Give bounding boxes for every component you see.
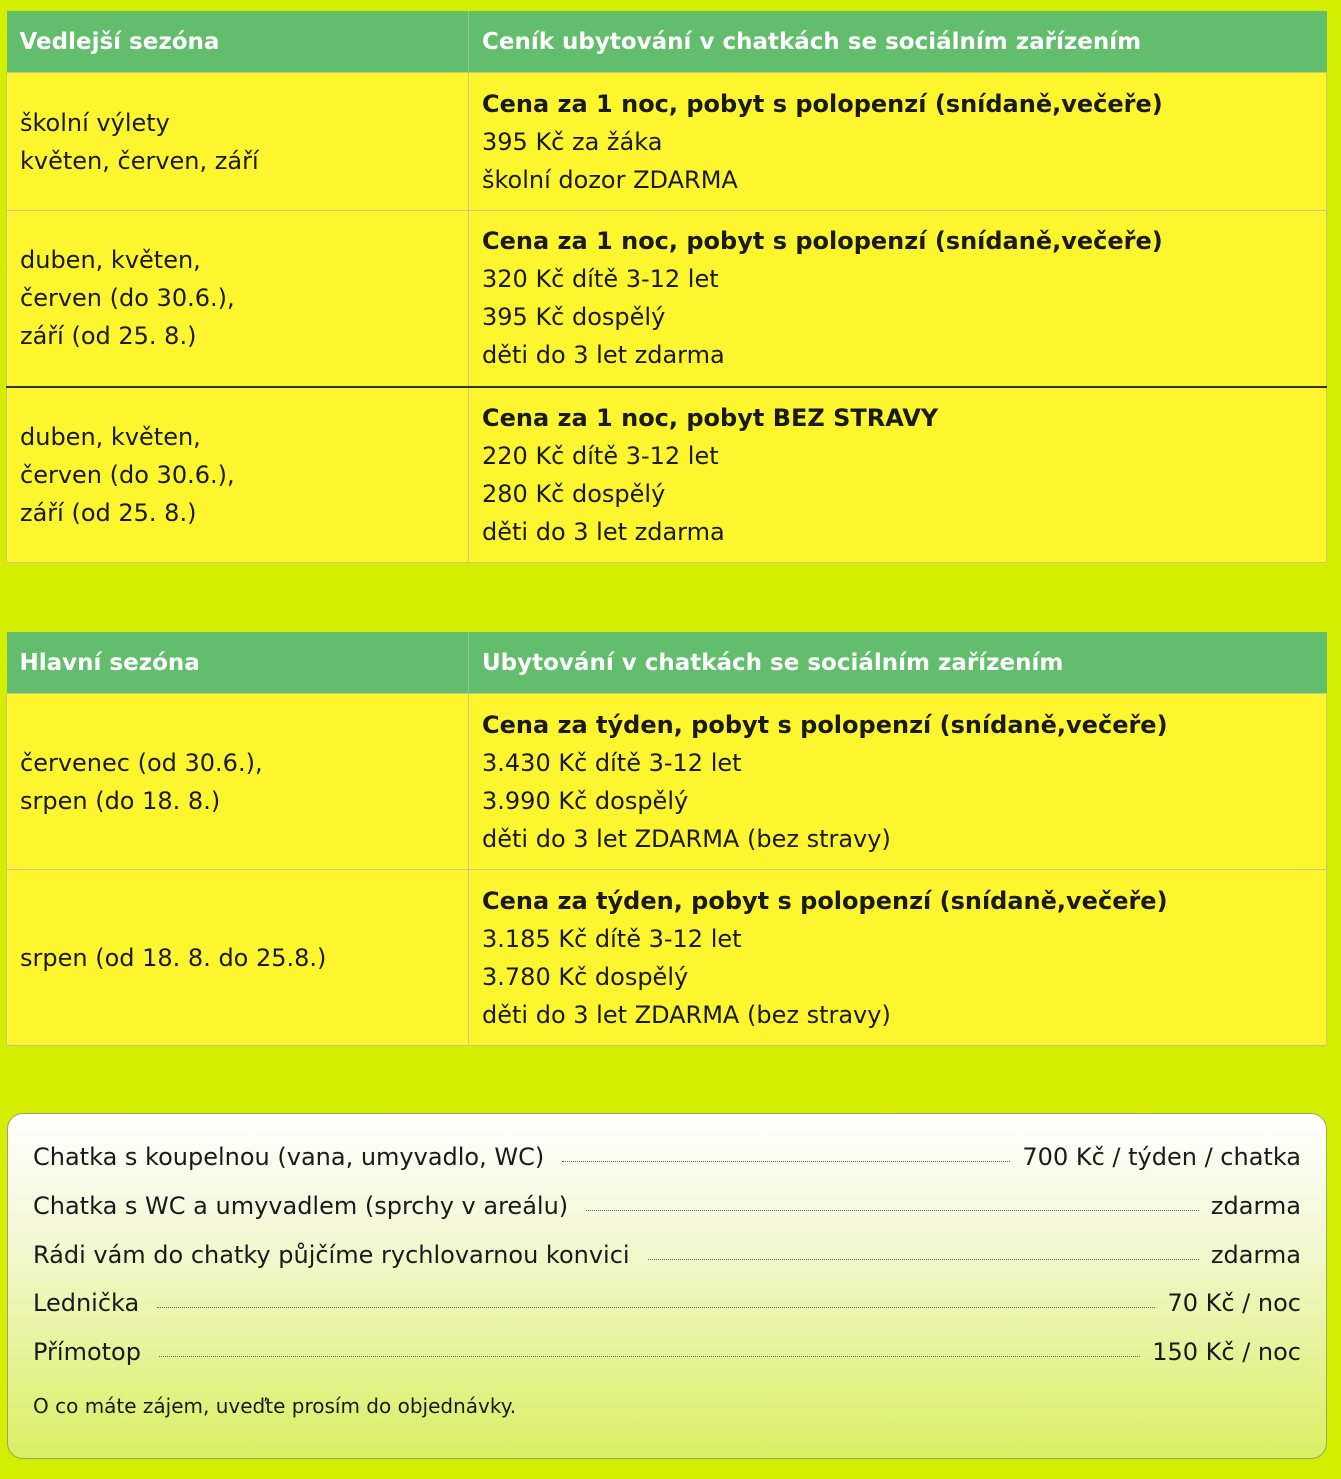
table-row: [7, 694, 1327, 870]
table-row: [7, 211, 1327, 387]
extras-item-label: Lednička: [33, 1289, 140, 1317]
season-line: školní výlety: [20, 108, 170, 137]
price-title: Cena za 1 noc, pobyt BEZ STRAVY: [482, 403, 939, 432]
price-cell: [469, 211, 1327, 387]
price-line: děti do 3 let zdarma: [482, 341, 725, 370]
price-line: 395 Kč dospělý: [482, 303, 666, 332]
price-title: Cena za týden, pobyt s polopenzí (snídaně,večeře): [482, 710, 1168, 739]
season-line: červen (do 30.6.),: [20, 284, 235, 313]
price-line: děti do 3 let ZDARMA (bez stravy): [482, 824, 891, 853]
table-header-row: [7, 632, 1327, 694]
season-column-header: Hlavní sezóna: [7, 632, 469, 694]
season-cell: [7, 73, 469, 211]
season-cell: [7, 211, 469, 387]
season-line: duben, květen,: [20, 246, 201, 275]
season-line: srpen (do 18. 8.): [20, 786, 221, 815]
table-row: [7, 73, 1327, 211]
main-season-table: [6, 632, 1327, 1046]
price-column-header: Ubytování v chatkách se sociálním zařízením: [469, 632, 1327, 694]
table-row: [7, 870, 1327, 1046]
price-cell: [469, 694, 1327, 870]
price-line: 3.185 Kč dítě 3-12 let: [482, 924, 742, 953]
table-row: [7, 387, 1327, 563]
dotted-leader: [586, 1210, 1199, 1211]
extras-item-price: 150 Kč / noc: [1152, 1338, 1301, 1366]
price-line: 395 Kč za žáka: [482, 127, 663, 156]
dotted-leader: [648, 1259, 1199, 1260]
secondary-season-table: [6, 11, 1327, 563]
extras-item-price: zdarma: [1210, 1192, 1301, 1220]
extras-item-price: 700 Kč / týden / chatka: [1022, 1143, 1301, 1171]
extras-item: [33, 1283, 1301, 1323]
season-line: srpen (od 18. 8. do 25.8.): [20, 943, 327, 972]
season-line: červen (do 30.6.),: [20, 460, 235, 489]
price-line: školní dozor ZDARMA: [482, 165, 738, 194]
season-cell: [7, 694, 469, 870]
season-line: květen, červen, září: [20, 146, 259, 175]
price-cell: [469, 870, 1327, 1046]
dotted-leader: [159, 1356, 1140, 1357]
extras-box: [7, 1113, 1327, 1459]
price-title: Cena za 1 noc, pobyt s polopenzí (snídaně,večeře): [482, 89, 1163, 118]
extras-item-price: 70 Kč / noc: [1167, 1289, 1301, 1317]
dotted-leader: [157, 1307, 1155, 1308]
price-line: 3.990 Kč dospělý: [482, 786, 689, 815]
extras-item: [33, 1137, 1301, 1177]
extras-item-label: Přímotop: [33, 1338, 141, 1366]
price-line: 320 Kč dítě 3-12 let: [482, 265, 719, 294]
price-cell: [469, 73, 1327, 211]
price-line: 3.430 Kč dítě 3-12 let: [482, 748, 742, 777]
season-line: září (od 25. 8.): [20, 498, 197, 527]
price-line: 3.780 Kč dospělý: [482, 962, 689, 991]
price-line: 220 Kč dítě 3-12 let: [482, 441, 719, 470]
price-title: Cena za týden, pobyt s polopenzí (snídaně,večeře): [482, 886, 1168, 915]
price-column-header: Ceník ubytování v chatkách se sociálním zařízením: [469, 11, 1327, 73]
extras-item-label: Rádi vám do chatky půjčíme rychlovarnou konvici: [33, 1241, 630, 1269]
extras-item: [33, 1332, 1301, 1372]
season-column-header: Vedlejší sezóna: [7, 11, 469, 73]
extras-item-price: zdarma: [1210, 1241, 1301, 1269]
extras-item: [33, 1186, 1301, 1226]
extras-item: [33, 1235, 1301, 1275]
season-line: září (od 25. 8.): [20, 322, 197, 351]
price-line: děti do 3 let ZDARMA (bez stravy): [482, 1000, 891, 1029]
price-title: Cena za 1 noc, pobyt s polopenzí (snídaně,večeře): [482, 227, 1163, 256]
season-cell: [7, 870, 469, 1046]
price-cell: [469, 387, 1327, 563]
extras-item-label: Chatka s koupelnou (vana, umyvadlo, WC): [33, 1143, 545, 1171]
season-cell: [7, 387, 469, 563]
order-note: O co máte zájem, uveďte prosím do objednávky.: [33, 1394, 517, 1418]
season-line: duben, květen,: [20, 422, 201, 451]
dotted-leader: [562, 1161, 1010, 1162]
season-line: červenec (od 30.6.),: [20, 748, 263, 777]
price-line: děti do 3 let zdarma: [482, 517, 725, 546]
price-line: 280 Kč dospělý: [482, 479, 666, 508]
extras-item-label: Chatka s WC a umyvadlem (sprchy v areálu): [33, 1192, 569, 1220]
table-header-row: [7, 11, 1327, 73]
